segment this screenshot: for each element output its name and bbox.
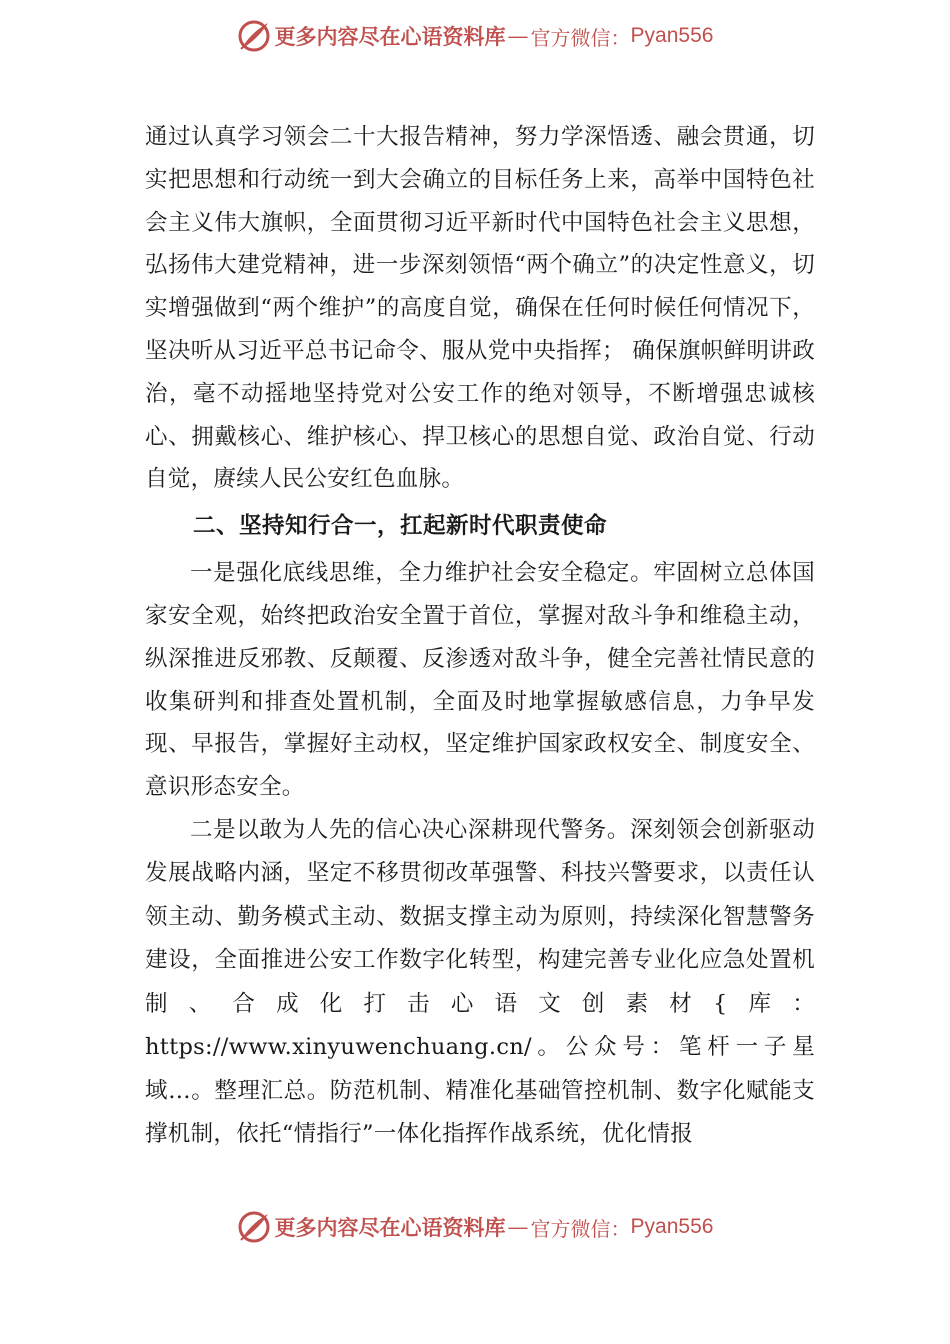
banner-dash: — bbox=[507, 24, 529, 48]
banner-contact-handle: Pyan556 bbox=[630, 24, 714, 47]
banner-contact-label: 官方微信： bbox=[530, 25, 631, 50]
paragraph-3: 二是以敢为人先的信心决心深耕现代警务。深刻领会创新驱动发展战略内涵，坚定不移贯彻改革强警、科技兴警要求，以责任认领主动、勤务模式主动、数据支撑主动为原则，持续深化智慧警务建设，全面推进公安工作数字化转型，构建完善专业化应急处置机制、合成化打击心语文创素材{库：https://www.xinyuwenchuang.cn/。公众号：笔杆一子星域…。整理汇总。防范机制、精准化基础管控机制、数字化赋能支撑机制，依托“情指行”一体化指挥作战系统，优化情报 bbox=[145, 816, 815, 1148]
banner-slogan: 更多内容尽在心语资料库 bbox=[274, 1215, 506, 1240]
banner-slogan: 更多内容尽在心语资料库 bbox=[274, 24, 506, 49]
paragraph-2: 一是强化底线思维，全力维护社会安全稳定。牢固树立总体国家安全观，始终把政治安全置于首位，掌握对敌斗争和维稳主动，纵深推进反邪教、反颠覆、反渗透对敌斗争，健全完善社情民意的收集研判和排查处置机制，全面及时地掌握敏感信息，力争早发现、早报告，掌握好主动权，坚定维护国家政权安全、制度安全、意识形态安全。 bbox=[145, 560, 815, 801]
document-body bbox=[145, 116, 815, 1157]
quill-pen-logo-icon bbox=[237, 19, 271, 53]
paragraph-1: 通过认真学习领会二十大报告精神，努力学深悟透、融会贯通，切实把思想和行动统一到大会确立的目标任务上来，高举中国特色社会主义伟大旗帜，全面贯彻习近平新时代中国特色社会主义思想，弘扬伟大建党精神，进一步深刻领悟“两个确立”的决定性意义，切实增强做到“两个维护”的高度自觉，确保在任何时候任何情况下，坚决听从习近平总书记命令、服从党中央指挥； 确保旗帜鲜明讲政治，毫不动摇地坚持党对公安工作的绝对领导，不断增强忠诚核心、拥戴核心、维护核心、捍卫核心的思想自觉、政治自觉、行动自觉，赓续人民公安红色血脉。 bbox=[145, 124, 815, 493]
section-heading-2: 二、坚持知行合一，扛起新时代职责使命 bbox=[193, 513, 608, 540]
footer-banner bbox=[0, 1205, 950, 1249]
banner-contact-label: 官方微信： bbox=[530, 1216, 631, 1241]
header-banner bbox=[0, 14, 950, 58]
banner-contact-handle: Pyan556 bbox=[630, 1215, 714, 1238]
quill-pen-logo-icon bbox=[237, 1210, 271, 1244]
banner-dash: — bbox=[507, 1215, 529, 1239]
